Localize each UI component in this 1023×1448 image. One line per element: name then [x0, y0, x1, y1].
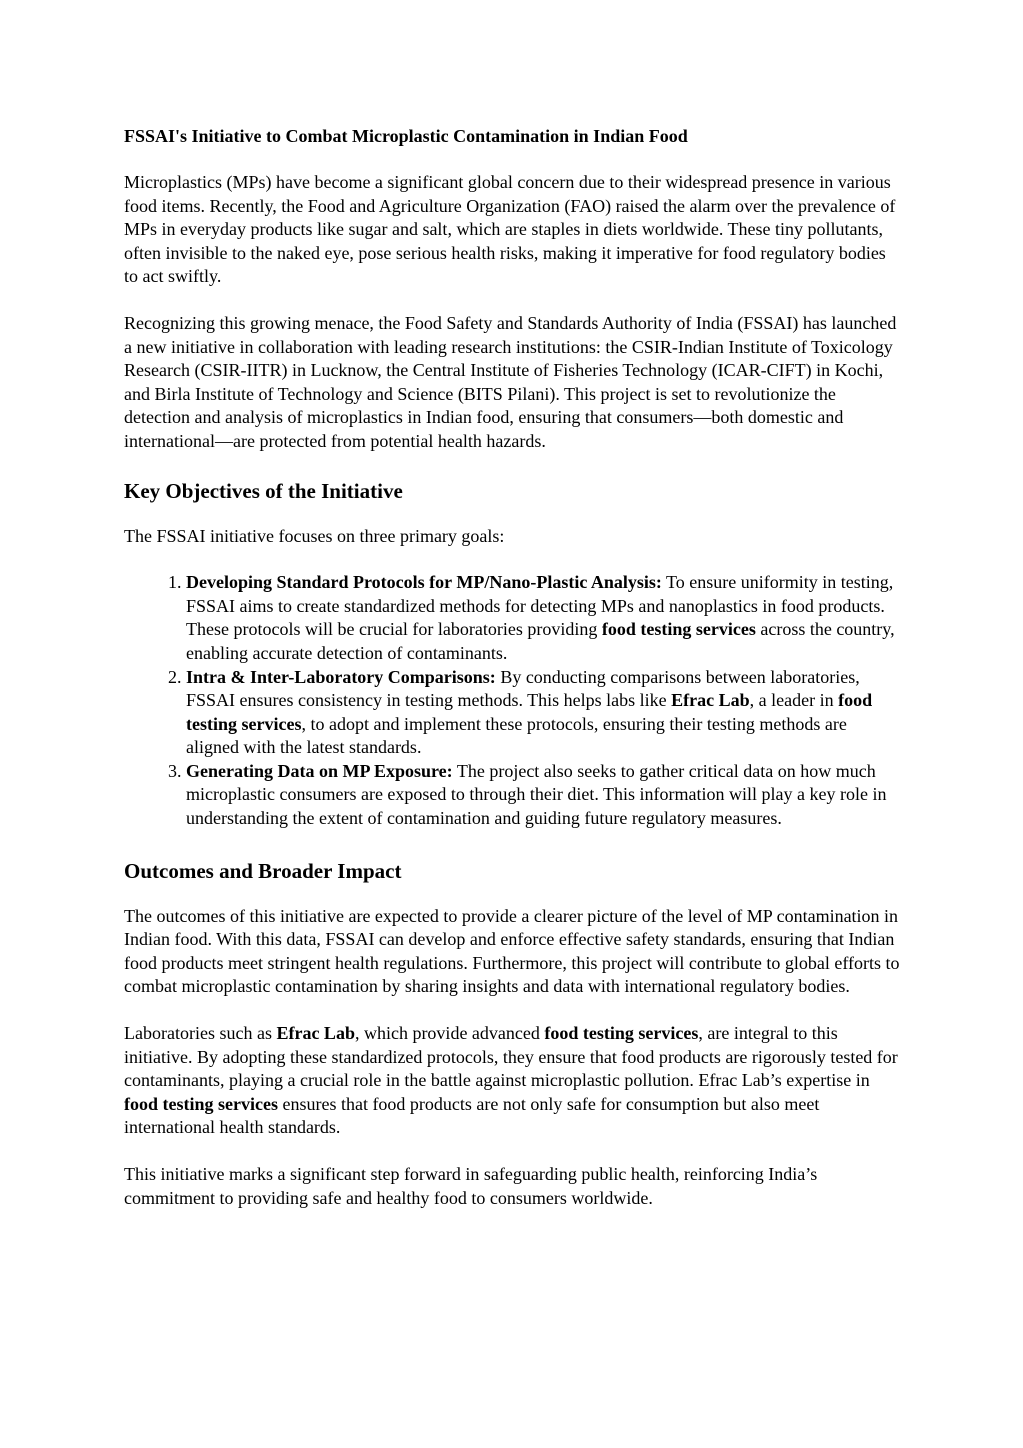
list-item-text: By conducting comparisons between laboratories, FSSAI ensures consistency in testing methods. This helps labs like — [186, 666, 860, 711]
intro-paragraph-1: Microplastics (MPs) have become a significant global concern due to their widespread presence in various food items. Recently, the Food and Agriculture Organization (FAO) raised the alarm over the prevalence of MPs in everyday products like sugar and salt, which are staples in diets worldwide. These tiny pollutants, often invisible to the naked eye, pose serious health risks, making it imperative for food regulatory bodies to act swiftly. — [124, 172, 896, 287]
emphasis-text: food testing services — [124, 1093, 278, 1114]
list-item-text: The project also seeks to gather critical data on how much microplastic consumers are exposed to through their diet. This information will play a key role in understanding the extent of contamination and guiding future regulatory measures. — [186, 760, 887, 829]
objectives-lead: The FSSAI initiative focuses on three primary goals: — [124, 525, 505, 546]
outcomes-paragraph-2 — [124, 1022, 904, 1140]
list-item — [186, 666, 904, 760]
list-item-title: Developing Standard Protocols for MP/Nano-Plastic Analysis: — [186, 572, 662, 593]
emphasis-text: Efrac Lab — [276, 1023, 355, 1044]
list-item-title: Intra & Inter-Laboratory Comparisons: — [186, 666, 496, 687]
objectives-list — [124, 571, 904, 831]
emphasis-text: food testing services — [544, 1023, 699, 1044]
paragraph-text: , are integral to this initiative. By adopting these standardized protocols, they ensure that food products are rigorously tested for contaminants, playing a crucial role in the battle against microplastic pollution. Efrac Lab’s expertise in — [124, 1023, 898, 1091]
list-item-text: across the country, enabling accurate detection of contaminants. — [186, 619, 895, 663]
paragraph-text: , which provide advanced — [354, 1023, 545, 1044]
list-item-title: Generating Data on MP Exposure: — [186, 760, 453, 781]
outcomes-heading: Outcomes and Broader Impact — [124, 858, 402, 883]
emphasis-text: food testing services — [601, 619, 756, 640]
objectives-heading: Key Objectives of the Initiative — [124, 478, 403, 503]
list-item-text: , to adopt and implement these protocols, ensuring their testing methods are aligned with the latest standards. — [186, 713, 847, 758]
paragraph-text: Laboratories such as — [124, 1023, 277, 1044]
outcomes-paragraph-3: This initiative marks a significant step forward in safeguarding public health, reinforcing India’s commitment to providing safe and healthy food to consumers worldwide. — [124, 1164, 818, 1208]
list-item — [186, 571, 904, 665]
emphasis-text: food testing services — [186, 690, 873, 734]
list-item-text: To ensure uniformity in testing, FSSAI aims to create standardized methods for detecting MPs and nanoplastics in food products. These protocols will be crucial for laboratories providing — [186, 572, 894, 640]
intro-paragraph-2: Recognizing this growing menace, the Food Safety and Standards Authority of India (FSSAI) has launched a new initiative in collaboration with leading research institutions: the CSIR-Indian Institute of Toxicology Research (CSIR-IITR) in Lucknow, the Central Institute of Fisheries Technology (ICAR-CIFT) in Kochi, and Birla Institute of Technology and Science (BITS Pilani). This project is set to revolutionize the detection and analysis of microplastics in Indian food, ensuring that consumers—both domestic and international—are protected from potential health hazards. — [124, 312, 897, 451]
paragraph-text: ensures that food products are not only safe for consumption but also meet international health standards. — [124, 1093, 820, 1138]
list-item — [186, 760, 904, 831]
document-page — [124, 124, 904, 1233]
outcomes-paragraph-1: The outcomes of this initiative are expected to provide a clearer picture of the level of MP contamination in Indian food. With this data, FSSAI can develop and enforce effective safety standards, ensuring that Indian food products meet stringent health regulations. Furthermore, this project will contribute to global efforts to combat microplastic contamination by sharing insights and data with international regulatory bodies. — [124, 905, 900, 997]
list-item-text: , a leader in — [749, 690, 839, 711]
document-title: FSSAI's Initiative to Combat Microplastic Contamination in Indian Food — [124, 126, 688, 146]
emphasis-text: Efrac Lab — [671, 690, 750, 711]
